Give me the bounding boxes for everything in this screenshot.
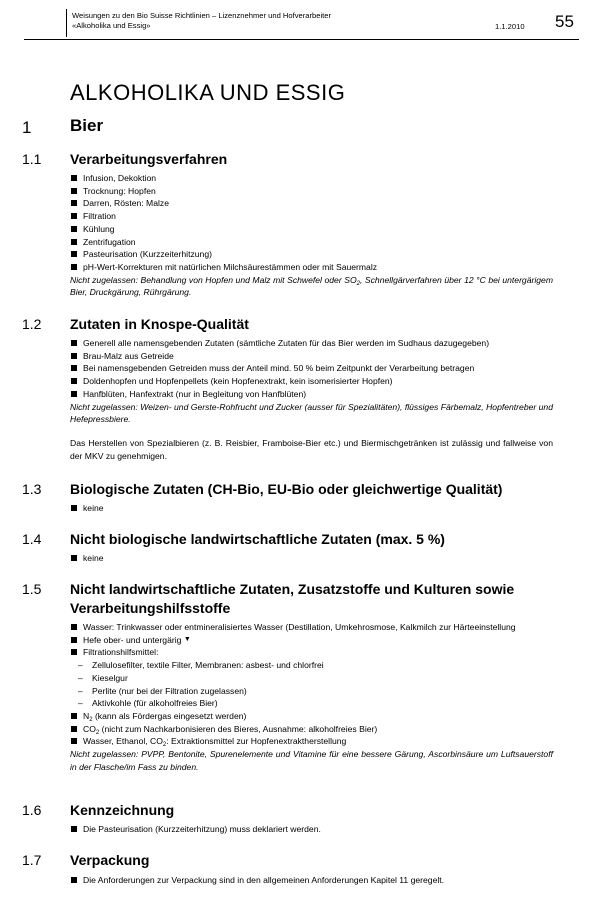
sub-list-item: – Zellulosefilter, textile Filter, Membranen: asbest- und chlorfrei [78, 660, 324, 671]
section-number-1-2: 1.2 [22, 316, 42, 332]
chapter-number: 1 [22, 118, 32, 137]
chapter-title: Bier [70, 116, 104, 135]
body-paragraph: Das Herstellen von Spezialbieren (z. B. Reisbier, Framboise-Bier etc.) und Biermischgetränken ist zulässig und fallweise von der MKV zu genehmigen. [70, 437, 553, 461]
header-rule [24, 39, 579, 40]
section-body-1-1 [70, 172, 553, 299]
list-item: Darren, Rösten: Malze [70, 197, 553, 210]
list-item: $N_2$ (kann als Fördergas eingesetzt werden) [70, 710, 553, 723]
list-item: Die Pasteurisation (Kurzzeiterhitzung) muss deklariert werden. [70, 823, 553, 836]
list-item: Filtrationshilfsmittel: [70, 646, 553, 659]
list-item: Kühlung [70, 223, 553, 236]
yeast-marker-icon: ▼ [183, 635, 191, 643]
section-title-1-6: Kennzeichnung [70, 802, 175, 818]
section-number-1-6: 1.6 [22, 802, 42, 818]
list-item: keine [70, 502, 553, 515]
section-title-1-1: Verarbeitungsverfahren [70, 151, 228, 167]
list-item: Doldenhopfen und Hopfenpellets (kein Hopfenextrakt, kein isomerisierter Hopfen) [70, 375, 553, 388]
list-item: Die Anforderungen zur Verpackung sind in den allgemeinen Anforderungen Kapitel 11 geregelt. [70, 874, 553, 887]
section-title-1-5: Nicht landwirtschaftliche Zutaten, Zusatzstoffe und Kulturen sowie Verarbeitungshilfsstoffe [70, 581, 515, 616]
header-date: 1.1.2010 [495, 22, 525, 31]
section-body-1-4 [70, 552, 553, 565]
list-item: Wasser: Trinkwasser oder entmineralisiertes Wasser (Destillation, Umkehrosmose, Kalkmilch zur Härteeinstellung [70, 621, 553, 634]
sub-list-item: – Kieselgur [78, 672, 128, 683]
list-item: Infusion, Dekoktion [70, 172, 553, 185]
header-line-1: Weisungen zu den Bio Suisse Richtlinien – Lizenznehmer und Hofverarbeiter [72, 11, 332, 20]
list-item: $CO_2$ (nicht zum Nachkarbonisieren des Bieres, Ausnahme: alkoholfreies Bier) [70, 723, 553, 736]
sub-list-item: – Aktivkohle (für alkoholfreies Bier) [78, 698, 218, 709]
list-item: Filtration [70, 210, 553, 223]
section-body-1-7 [70, 874, 553, 887]
running-header [72, 11, 331, 31]
section-title-1-4: Nicht biologische landwirtschaftliche Zutaten (max. 5 %) [70, 531, 445, 547]
header-divider [66, 9, 67, 37]
not-permitted-note: Nicht zugelassen: Weizen- und Gerste-Rohfrucht und Zucker (ausser für Spezialitäten), flüssiges Färbemalz, Hopfentreber und Hefepressbiere. [70, 401, 553, 425]
section-body-1-5 [70, 621, 553, 773]
section-title-1-2: Zutaten in Knospe-Qualität [70, 316, 249, 332]
section-body-1-2 [70, 337, 553, 462]
not-permitted-note: Nicht zugelassen: Behandlung von Hopfen und Malz mit Schwefel oder $SO_2$, Schnellgärverfahren über 12 °C bei untergärigem Bier, Druckgärung, Rührgärung. [70, 274, 553, 298]
list-item: Brau-Malz aus Getreide [70, 350, 553, 363]
list-item: Pasteurisation (Kurzzeiterhitzung) [70, 248, 553, 261]
section-number-1-3: 1.3 [22, 481, 42, 497]
section-title-1-3: Biologische Zutaten (CH-Bio, EU-Bio oder gleichwertige Qualität) [70, 481, 503, 497]
list-item: Hanfblüten, Hanfextrakt (nur in Begleitung von Hanfblüten) [70, 388, 553, 401]
not-permitted-note: Nicht zugelassen: PVPP, Bentonite, Spurenelemente und Vitamine für eine bessere Gärung, Ascorbinsäure um Luftsauerstoff in der Flasche/im Fass zu binden. [70, 749, 553, 772]
header-line-2: «Alkoholika und Essig» [72, 21, 151, 30]
section-number-1-1: 1.1 [22, 151, 42, 167]
list-item: pH-Wert-Korrekturen mit natürlichen Milchsäurestämmen oder mit Sauermalz [70, 261, 553, 274]
list-item: Hefe ober- und untergärig ▼ [70, 634, 553, 647]
section-body-1-6 [70, 823, 553, 836]
list-item: keine [70, 552, 553, 565]
list-item: Generell alle namensgebenden Zutaten (sämtliche Zutaten für das Bier werden im Sudhaus dazugegeben) [70, 337, 553, 350]
list-item: Wasser, Ethanol, $CO_2$: Extraktionsmittel zur Hopfenextraktherstellung [70, 735, 553, 748]
list-item: Trocknung: Hopfen [70, 185, 553, 198]
list-item: Bei namensgebenden Getreiden muss der Anteil mind. 50 % beim Zeitpunkt der Verarbeitung betragen [70, 362, 553, 375]
section-number-1-5: 1.5 [22, 581, 42, 597]
section-title-1-7: Verpackung [70, 852, 150, 868]
section-number-1-4: 1.4 [22, 531, 42, 547]
list-item: Zentrifugation [70, 236, 553, 249]
section-number-1-7: 1.7 [22, 852, 42, 868]
page-number: 55 [555, 12, 574, 31]
sub-list-item: – Perlite (nur bei der Filtration zugelassen) [78, 685, 247, 696]
document-title: ALKOHOLIKA UND ESSIG [70, 80, 346, 105]
section-body-1-3 [70, 502, 553, 515]
